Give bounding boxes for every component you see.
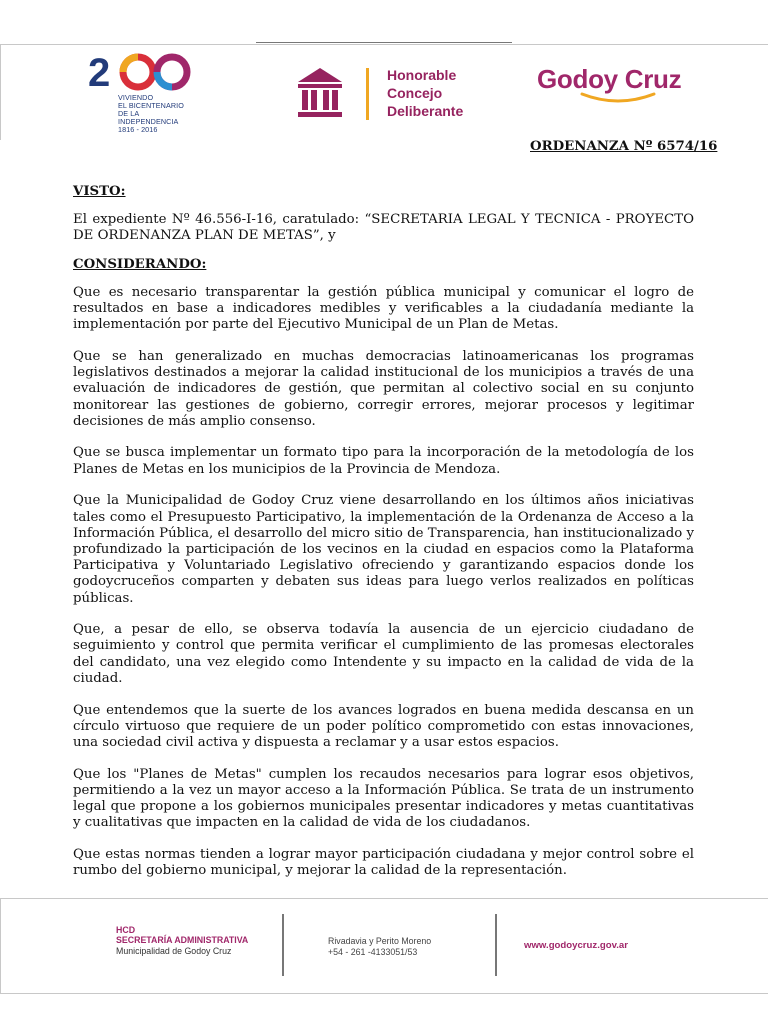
bicentenario-line: INDEPENDENCIA xyxy=(118,117,179,126)
document-body xyxy=(73,184,694,895)
footer-divider xyxy=(282,914,284,976)
footer-website-link[interactable]: www.godoycruz.gov.ar xyxy=(524,940,628,951)
paragraph: Que es necesario transparentar la gestión pública municipal y comunicar el logro de resultados en base a indicadores medibles y verificables a la ciudadanía mediante la implementación por parte del Ejecutivo Municipal de un Plan de Metas. xyxy=(73,284,694,333)
visto-heading: VISTO: xyxy=(73,184,126,199)
bicentenario-line: 1816 - 2016 xyxy=(118,125,158,134)
hcd-name xyxy=(387,66,463,120)
footer-municipalidad: Municipalidad de Godoy Cruz xyxy=(116,945,232,956)
hcd-name-line: Deliberante xyxy=(387,103,464,119)
hcd-name-line: Honorable xyxy=(387,67,457,83)
paragraph: Que la Municipalidad de Godoy Cruz viene desarrollando en los últimos años iniciativas tales como el Presupuesto Participativo, la implementación de la Ordenanza de Acceso a la Información Pública, el desarrollo del micro sitio de Transparencia, han institucionalizado y profundizado la participación de los vecinos en la ciudad en espacios como la Plataforma Participativa y Voluntariado Legislativo ofreciendo y garantizando espacios donde los godoycruceños comparten y debaten sus ideas para luego verlos realizados en políticas públicas. xyxy=(73,493,694,606)
bicentenario-caption xyxy=(118,94,184,134)
hcd-divider xyxy=(366,68,369,120)
paragraph: Que se han generalizado en muchas democracias latinoamericanas los programas legislativos destinados a mejorar la calidad institucional de los municipios a través de una evaluación de indicadores de gestión, que permitan al colectivo social en su conjunto monitorear las gestiones de gobierno, corregir errores, mejorar procesos y legitimar decisiones de más amplio consenso. xyxy=(73,348,694,429)
considerando-heading: CONSIDERANDO: xyxy=(73,256,207,272)
paragraph: Que, a pesar de ello, se observa todavía la ausencia de un ejercicio ciudadano de seguimiento y control que permita verificar el cumplimiento de las promesas electorales del candidato, una vez elegido como Intendente y su impacto en la calidad de vida de la ciudad. xyxy=(73,622,694,686)
footer-secretaria xyxy=(116,925,248,956)
footer-phone: +54 - 261 -4133051/53 xyxy=(328,947,418,957)
hcd-name-line: Concejo xyxy=(387,85,443,101)
bicentenario-line: VIVIENDO xyxy=(118,93,154,102)
visto-text: El expediente Nº 46.556-I-16, caratulado: “SECRETARIA LEGAL Y TECNICA - PROYECTO DE ORDENANZA PLAN DE METAS”, y xyxy=(73,212,694,244)
footer-divider xyxy=(495,914,497,976)
paragraph: Que se busca implementar un formato tipo para la incorporación de la metodología de los Planes de Metas en los municipios de la Provincia de Mendoza. xyxy=(73,445,694,477)
paragraph: Que entendemos que la suerte de los avances logrados en buena medida descansa en un círculo virtuoso que requiere de un poder político comprometido con estas innovaciones, una sociedad civil activa y dispuesta a reclamar y a usar estos espacios. xyxy=(73,702,694,750)
ordinance-number: ORDENANZA Nº 6574/16 xyxy=(530,139,718,154)
institution-building-icon xyxy=(296,66,344,120)
bicentenario-line: DE LA xyxy=(118,109,140,118)
top-rule xyxy=(256,42,512,43)
footer-contact xyxy=(328,936,431,958)
bicentenario-line: EL BICENTENARIO xyxy=(118,101,184,110)
footer-secretaria-title: SECRETARÍA ADMINISTRATIVA xyxy=(116,935,249,946)
smile-swoosh-icon xyxy=(578,90,658,106)
paragraph: Que estas normas tienden a lograr mayor participación ciudadana y mejor control sobre el rumbo del gobierno municipal, y mejorar la calidad de la representación. xyxy=(73,847,694,879)
paragraph: Que los "Planes de Metas" cumplen los recaudos necesarios para lograr esos objetivos, permitiendo a la vez un mayor acceso a la Información Pública. Se trata de un instrumento legal que propone a los gobiernos municipales presentar indicadores y metas cuantitativas y cualitativas que impacten en la calidad de vida de los ciudadanos. xyxy=(73,766,694,831)
footer-hcd: HCD xyxy=(116,925,136,935)
godoy-cruz-logo: Godoy Cruz xyxy=(537,64,682,94)
footer-address: Rivadavia y Perito Moreno xyxy=(328,936,432,946)
svg-text:2: 2 xyxy=(88,52,111,95)
